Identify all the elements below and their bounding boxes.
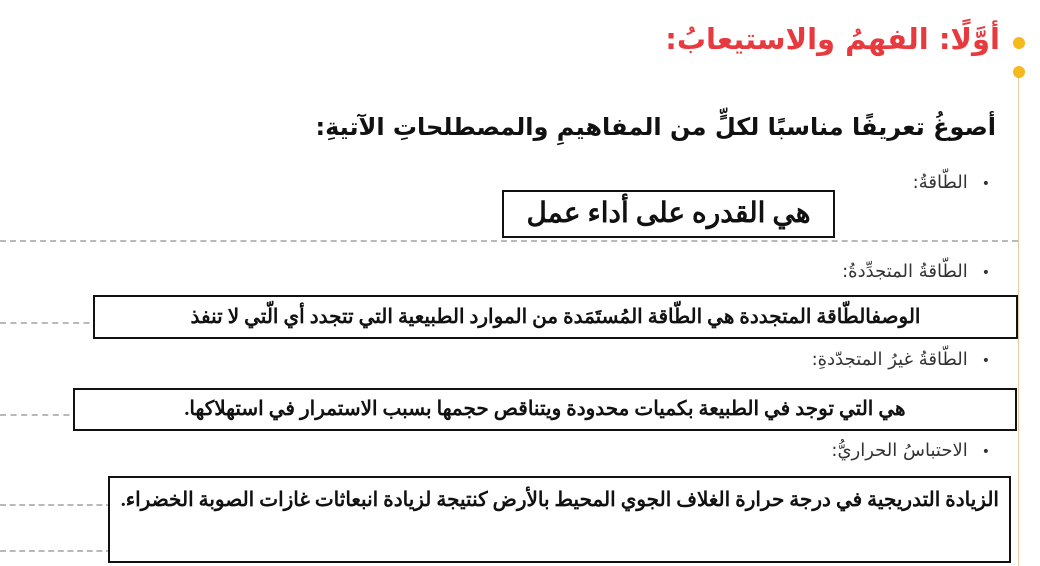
term-nonrenewable-energy [812,349,990,370]
answer-line [0,550,112,552]
answer-line [0,414,80,416]
answer-global-warming[interactable]: الزيادة التدريجية في درجة حرارة الغلاف الجوي المحيط بالأرض كنتيجة لزيادة انبعاثات غازات الصوبة الخضراء. [108,476,1011,563]
answer-line [0,322,100,324]
answer-nonrenewable-energy[interactable]: هي التي توجد في الطبيعة بكميات محدودة ويتناقص حجمها بسبب الاستمرار في استهلاكها. [73,388,1017,431]
answer-line [0,504,112,506]
answer-renewable-energy[interactable]: الوصفالطّاقة المتجددة هي الطّاقة المُستَمَدة من الموارد الطبيعية التي تتجدد أي الّتي لا تنفذ [93,295,1018,339]
answer-energy[interactable]: هي القدره على أداء عمل [502,190,835,238]
bullet-icon: • [981,444,990,460]
term-label: الاحتباسُ الحراريُّ: [831,440,968,461]
term-label: الطّاقةُ غيرُ المتجدّدةِ: [811,349,968,370]
bullet-icon: • [981,176,990,192]
term-energy [913,172,990,193]
answer-line [0,240,1018,242]
term-label: الطّاقةُ المتجدِّدةُ: [842,261,968,282]
term-global-warming [831,440,990,461]
margin-rule [1018,72,1019,566]
term-renewable-energy [842,261,990,282]
title-bullet-dot [1013,37,1025,49]
term-label: الطّاقةُ: [912,172,968,193]
bullet-icon: • [981,353,990,369]
bullet-icon: • [981,265,990,281]
rule-end-dot [1013,66,1025,78]
instruction-text: أصوغُ تعريفًا مناسبًا لكلٍّ من المفاهيمِ والمصطلحاتِ الآتيةِ: [315,113,996,141]
section-title: أوَّلًا: الفهمُ والاستيعابُ: [665,22,1000,56]
